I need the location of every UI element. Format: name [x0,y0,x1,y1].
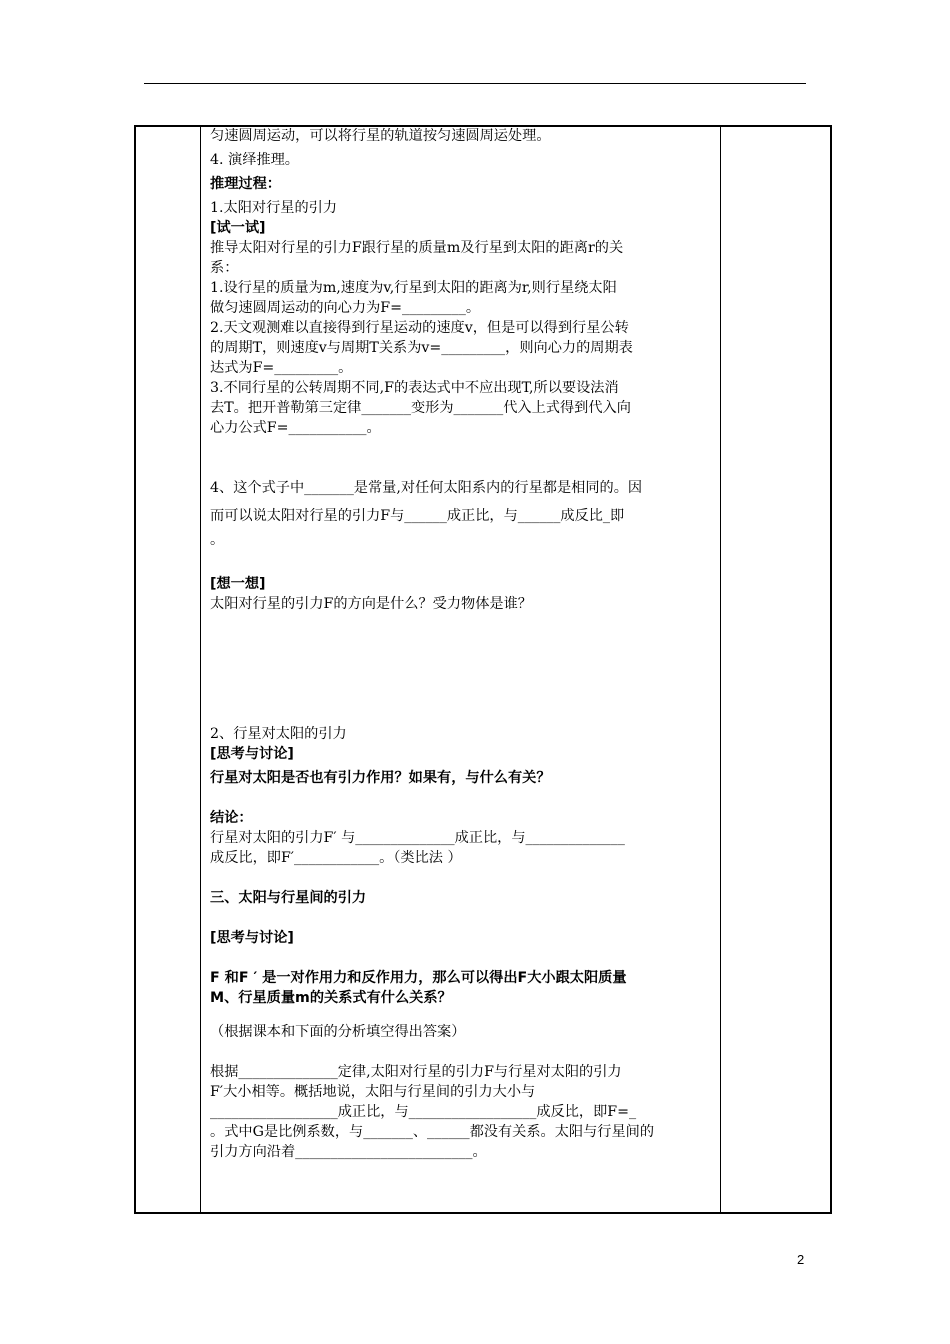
text-line: 系： [210,260,239,276]
table-divider-right [720,125,721,1214]
text-line: 的周期T，则速度v与周期T关系为v=_________，则向心力的周期表 [210,340,633,356]
text-line: 3.不同行星的公转周期不同,F的表达式中不应出现T,所以要设法消 [210,380,619,396]
conclusion-heading: 结论： [210,810,253,826]
text-line: 达式为F=_________。 [210,360,353,376]
subsection-heading: [试一试] [210,220,266,236]
text-line: 推导太阳对行星的引力F跟行星的质量m及行星到太阳的距离r的关 [210,240,624,256]
text-line: F′大小相等。概括地说，太阳与行星间的引力大小与 [210,1084,536,1100]
table-content-cell [210,126,716,1162]
question-line: M、行星质量m的关系式有什么关系？ [210,990,452,1006]
subsection-heading: [思考与讨论] [210,746,294,762]
text-line: 2、行星对太阳的引力 [210,726,347,742]
text-line: 。 [210,532,225,548]
text-line: 引力方向沿着_________________________。 [210,1144,487,1160]
text-line: 太阳对行星的引力F的方向是什么？受力物体是谁？ [210,596,532,612]
subsection-heading: [想一想] [210,576,266,592]
text-line: 做匀速圆周运动的向心力为F=_________。 [210,300,481,316]
text-line: 4、这个式子中_______是常量,对任何太阳系内的行星都是相同的。因 [210,480,643,496]
text-line: 4. 演绎推理。 [210,152,299,168]
header-rule [144,83,806,84]
text-line: 。式中G是比例系数，与_______、______都没有关系。太阳与行星间的 [210,1124,655,1140]
text-line: （根据课本和下面的分析填空得出答案） [210,1024,466,1040]
text-line: 行星对太阳的引力F′ 与______________成正比，与______________ [210,830,625,846]
text-line: 成反比，即F′____________。（类比法 ） [210,850,462,866]
page-number: 2 [797,1252,805,1267]
table-divider-left [200,125,201,1214]
text-line: __________________成正比，与__________________成反比，即F=_ [210,1104,637,1120]
section-heading: 三、太阳与行星间的引力 [210,890,367,906]
section-heading: 推理过程： [210,176,281,192]
text-line: 1.太阳对行星的引力 [210,200,338,216]
subsection-heading: [思考与讨论] [210,930,294,946]
text-line: 根据______________定律,太阳对行星的引力F与行星对太阳的引力 [210,1064,622,1080]
text-line: 心力公式F=___________。 [210,420,381,436]
question-line: 行星对太阳是否也有引力作用？如果有，与什么有关？ [210,770,551,786]
text-line: 2.天文观测难以直接得到行星运动的速度v，但是可以得到行星公转 [210,320,629,336]
text-line: 而可以说太阳对行星的引力F与______成正比，与______成反比_即 [210,508,625,524]
text-line: 去T。把开普勒第三定律_______变形为_______代入上式得到代入向 [210,400,631,416]
text-line: 匀速圆周运动，可以将行星的轨道按匀速圆周运处理。 [210,128,551,144]
text-line: 1.设行星的质量为m,速度为v,行星到太阳的距离为r,则行星绕太阳 [210,280,617,296]
question-line: F 和F ′ 是一对作用力和反作用力，那么可以得出F大小跟太阳质量 [210,970,627,986]
